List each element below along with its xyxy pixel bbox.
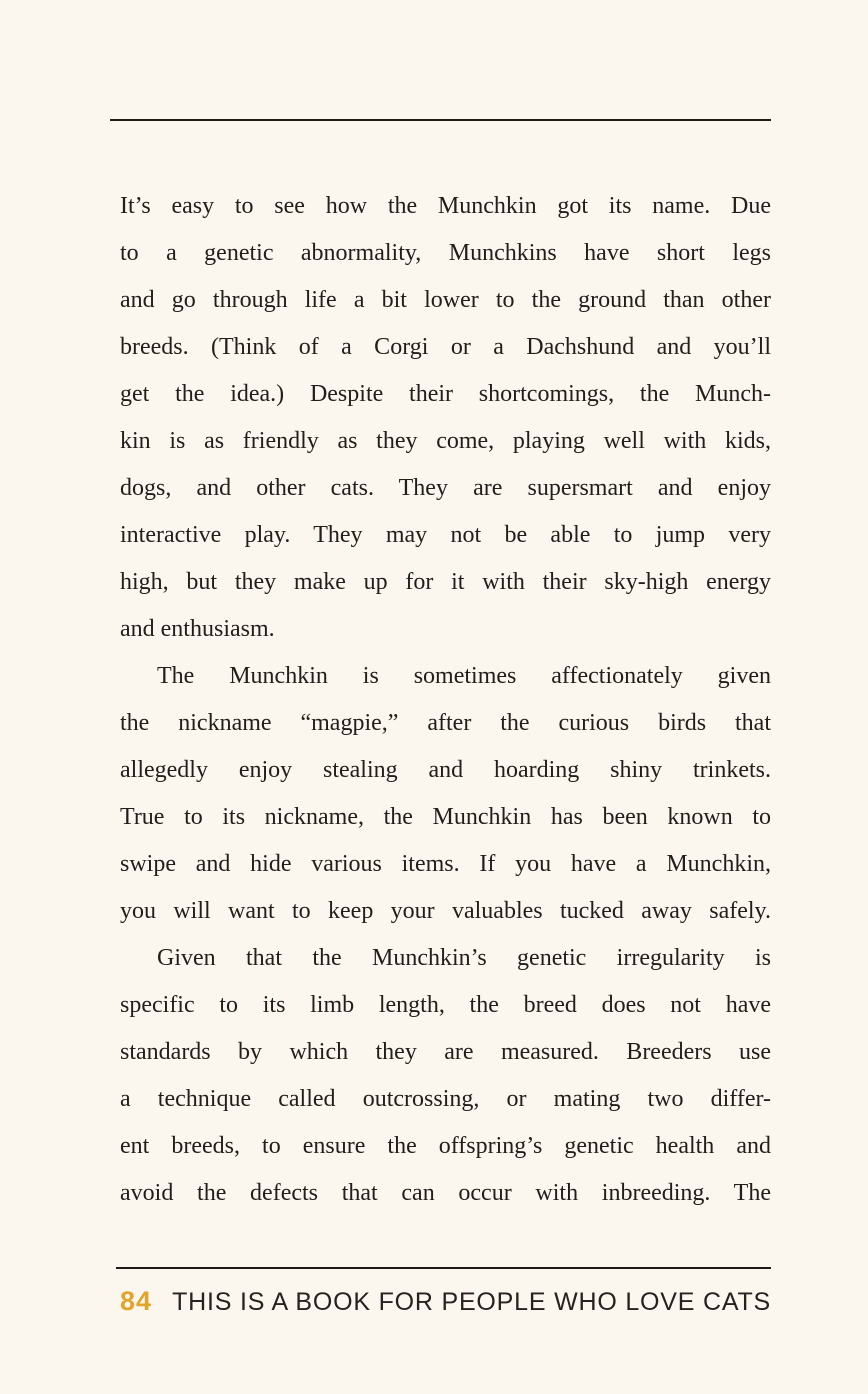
text-line: high, but they make up for it with their sky-high energy	[120, 569, 771, 595]
page-number: 84	[120, 1286, 153, 1316]
text-line: ent breeds, to ensure the offspring’s genetic health and	[120, 1133, 771, 1159]
top-rule	[110, 119, 771, 121]
text-line: interactive play. They may not be able to jump very	[120, 522, 771, 548]
text-line: standards by which they are measured. Breeders use	[120, 1039, 771, 1065]
page-footer	[120, 1286, 771, 1317]
text-line: and go through life a bit lower to the ground than other	[120, 287, 771, 313]
running-footer-title: THIS IS A BOOK FOR PEOPLE WHO LOVE CATS	[172, 1288, 771, 1316]
text-line: dogs, and other cats. They are supersmart and enjoy	[120, 475, 771, 501]
text-line: breeds. (Think of a Corgi or a Dachshund and you’ll	[120, 334, 771, 360]
paragraph	[120, 183, 771, 653]
paragraph	[120, 653, 771, 935]
text-line: get the idea.) Despite their shortcomings, the Munch-	[120, 381, 771, 407]
bottom-rule	[116, 1267, 771, 1269]
text-line: avoid the defects that can occur with inbreeding. The	[120, 1180, 771, 1206]
text-line: and enthusiasm.	[120, 616, 275, 642]
text-line: Given that the Munchkin’s genetic irregularity is	[157, 945, 771, 971]
text-line: The Munchkin is sometimes affectionately given	[157, 663, 771, 689]
text-line: a technique called outcrossing, or mating two differ-	[120, 1086, 771, 1112]
text-line: It’s easy to see how the Munchkin got its name. Due	[120, 193, 771, 219]
text-line: kin is as friendly as they come, playing well with kids,	[120, 428, 771, 454]
text-line: True to its nickname, the Munchkin has been known to	[120, 804, 771, 830]
text-line: you will want to keep your valuables tucked away safely.	[120, 898, 771, 924]
body-text	[120, 183, 771, 1217]
text-line: the nickname “magpie,” after the curious birds that	[120, 710, 771, 736]
text-line: specific to its limb length, the breed does not have	[120, 992, 771, 1018]
text-line: allegedly enjoy stealing and hoarding shiny trinkets.	[120, 757, 771, 783]
text-line: swipe and hide various items. If you have a Munchkin,	[120, 851, 771, 877]
text-line: to a genetic abnormality, Munchkins have short legs	[120, 240, 771, 266]
paragraph	[120, 935, 771, 1217]
